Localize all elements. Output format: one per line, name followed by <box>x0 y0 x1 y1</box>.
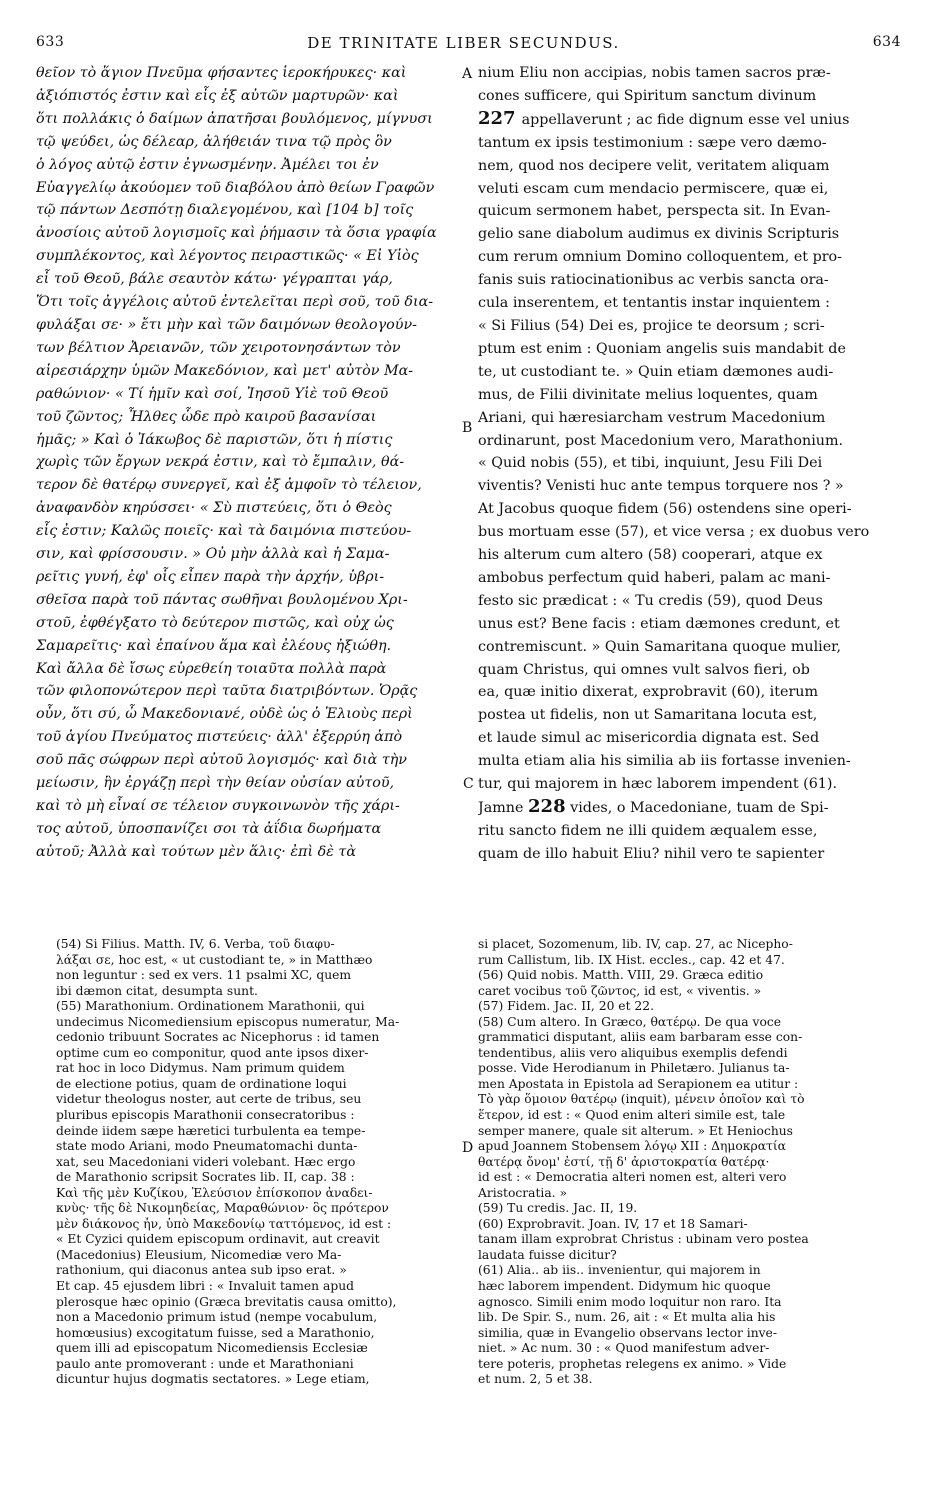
latin-text-line: ordinarunt, post Macedonium vero, Marathonium. <box>478 432 844 449</box>
footnote-line: Καὶ τῆς μὲν Κυζίκου, Ἐλεύσιον ἐπίσκοπον ἀναδει- <box>56 1185 373 1200</box>
footnote-line: Τὸ γὰρ ὅμοιον θατέρῳ (inquit), μένειν ὁποῖον καὶ τὸ <box>478 1092 805 1107</box>
footnote-line: deinde iidem sæpe hæretici turbulenta ea tempe- <box>56 1123 366 1138</box>
left-page-number: 633 <box>36 34 65 50</box>
column-number: 228 <box>528 796 566 817</box>
footnote-line: (56) Quid nobis. Matth. VIII, 29. Græca editio <box>478 968 764 983</box>
footnote-line: (59) Tu credis. Jac. II, 19. <box>478 1201 638 1216</box>
footnote-line: plerosque hæc opinio (Græca brevitatis causa omitto), <box>56 1294 397 1309</box>
latin-text-line: multa etiam alia his similia ab iis fortasse invenien- <box>478 753 851 770</box>
greek-text-line: φυλάξαι σε· » ἔτι μὴν καὶ τῶν δαιμόνων θεολογούν- <box>36 316 417 333</box>
greek-text-column <box>36 62 458 864</box>
latin-text-line: quicum sermonem habet, perspecta sit. In Evan- <box>478 203 831 220</box>
greek-text-line: Καὶ ἄλλα δὲ ἴσως εὑρεθείη τοιαῦτα πολλὰ παρὰ <box>36 660 387 677</box>
footnote-line: grammatici disputant, aliis eam barbaram esse con- <box>478 1030 803 1045</box>
footnote-line: lib. De Spir. S., num. 26, ait : « Et multa alia his <box>478 1310 776 1325</box>
greek-text-line: ἡμᾶς; » Καὶ ὁ Ἰάκωβος δὲ παριστῶν, ὅτι ἡ πίστις <box>36 431 393 448</box>
greek-text-line: ἀνοσίοις αὐτοῦ λογισμοῖς καὶ ῥήμασιν τὰ ὅσια γραφία <box>36 225 437 242</box>
footnote-line: rathonium, qui diaconus antea sub ipso erat. » <box>56 1263 347 1278</box>
running-title: DE TRINITATE LIBER SECUNDUS. <box>307 34 620 52</box>
footnote-line: similia, quæ in Evangelio observans lector inve- <box>478 1325 777 1340</box>
right-page-number: 634 <box>872 34 901 50</box>
latin-text-line: Jamne 228 vides, o Macedoniane, tuam de Spi- <box>478 796 829 817</box>
greek-text-line: καὶ τὸ μὴ εἶναί σε τέλειον συγκοινωνὸν τῆς χάρι- <box>36 798 400 814</box>
greek-text-line: ραθώνιον· « Τί ἡμῖν καὶ σοί, Ἰησοῦ Υἱὲ τοῦ Θεοῦ <box>36 385 389 402</box>
footnote-line: rat hoc in loco Didymus. Nam primum quidem <box>56 1061 345 1076</box>
latin-text-line: ea, quæ initio dixerat, exprobravit (60), iterum <box>478 684 819 701</box>
margin-marker-c: C <box>463 776 474 792</box>
greek-text-line: ὁ λόγος αὐτῷ ἐστιν ἐγνωσμένην. Ἀμέλει τοι ἐν <box>36 156 379 173</box>
greek-text-line: εἶ τοῦ Θεοῦ, βάλε σεαυτὸν κάτω· γέγραπται γάρ, <box>36 271 393 288</box>
greek-text-line: ἀξιόπιστός ἐστιν καὶ εἷς ἐξ αὐτῶν μαρτυρῶν· καὶ <box>36 87 399 104</box>
greek-text-line: στοῦ, ἐφθέγξατο τὸ δεύτερον πιστῶς, καὶ οὐχ ὡς <box>36 614 394 631</box>
footnote-line: non leguntur : sed ex vers. 11 psalmi XC, quem <box>56 968 352 983</box>
greek-text-line: θεῖον τὸ ἅγιον Πνεῦμα φήσαντες ἱεροκήρυκες· καὶ <box>36 65 407 81</box>
footnotes-right-column <box>478 937 895 1388</box>
greek-text-line: ρεῖτις γυνή, ἐφ' οἷς εἶπεν παρὰ τὴν ἀρχήν, ὑβρι- <box>36 568 385 585</box>
footnote-line: de electione potius, quam de ordinatione loqui <box>56 1076 347 1091</box>
greek-text-line: τος αὐτοῦ, ὑποσπανίζει σοι τὰ ἀΐδια δωρήματα <box>36 820 382 837</box>
latin-text-line: contremiscunt. » Quin Samaritana quoque mulier, <box>478 638 841 655</box>
footnote-line: men Apostata in Epistola ad Serapionem ea utitur : <box>478 1076 799 1091</box>
latin-text-line: tantum ex ipsis testimonium : sæpe vero dæmo- <box>478 134 827 151</box>
footnote-line: κνὺς· τῆς δὲ Νικομηδείας, Μαραθώνιον· ὃς πρότερον <box>56 1201 389 1216</box>
latin-text-line: « Quid nobis (55), et tibi, inquiunt, Jesu Fili Dei <box>478 455 823 472</box>
latin-text-line: tur, qui majorem in hæc laborem impendent (61). <box>478 776 838 793</box>
latin-text-line: unus est? Bene facis : etiam dæmones credunt, et <box>478 615 840 632</box>
footnote-line: θατέρᾳ ὄνομ' ἐστί, τῇ δ' ἀριστοκρατία θατέρᾳ· <box>478 1154 770 1169</box>
greek-text-line: σοῦ πᾶς σώφρων περὶ αὐτοῦ λογισμός· καὶ διὰ τὴν <box>36 752 407 769</box>
greek-text-line: αὐτοῦ; Ἀλλὰ καὶ τούτων μὲν ἅλις· ἐπὶ δὲ τὰ <box>36 843 356 860</box>
greek-text-line: οὖν, ὅτι σύ, ὦ Μακεδονιανέ, οὐδὲ ὡς ὁ Ἐλιοὺς περὶ <box>36 706 413 723</box>
footnote-line: state modo Ariani, modo Pneumatomachi dunta- <box>56 1139 358 1154</box>
greek-text-line: τῷ ψεύδει, ὡς δέλεαρ, ἀλήθειάν τινα τῷ πρὸς ὃν <box>36 133 392 150</box>
latin-text-line: quam Christus, qui omnes vult salvos fieri, ob <box>478 661 810 678</box>
footnote-line: non a Macedonio primum istud (nempe vocabulum, <box>56 1310 378 1325</box>
latin-text-line: At Jacobus quoque fidem (56) ostendens sine operi- <box>478 501 852 518</box>
latin-text-line: viventis? Venisti huc ante tempus torquere nos ? » <box>478 478 844 495</box>
column-number: 227 <box>478 107 516 129</box>
footnote-line: undecimus Nicomediensium episcopus numeratur, Ma- <box>56 1014 400 1029</box>
page-header <box>0 0 927 60</box>
latin-text-line: « Si Filius (54) Dei es, projice te deorsum ; scri- <box>478 317 825 334</box>
footnote-line: λάξαι σε, hoc est, « ut custodiant te, » in Matthæo <box>56 952 373 967</box>
footnote-line: posse. Vide Herodianum in Philetæro. Julianus ta- <box>478 1061 790 1076</box>
latin-text-line: ritu sancto fidem ne illi quidem æqualem esse, <box>478 822 818 839</box>
footnote-line: Et cap. 45 ejusdem libri : « Invaluit tamen apud <box>56 1279 354 1294</box>
greek-text-line: τοῦ ἁγίου Πνεύματος πιστεύεις· ἀλλ' ἐξερρύη ἀπὸ <box>36 729 403 746</box>
greek-text-line: ἀναφανδὸν κηρύσσει· « Σὺ πιστεύεις, ὅτι ὁ Θεὸς <box>36 500 392 517</box>
latin-text-line: te, ut custodiant te. » Quin etiam dæmones audi- <box>478 363 834 380</box>
latin-text-line: cones sufficere, qui Spiritum sanctum divinum <box>478 87 817 104</box>
footnote-line: (57) Fidem. Jac. II, 20 et 22. <box>478 999 654 1014</box>
greek-text-line: σιν, καὶ φρίσσουσιν. » Οὐ μὴν ἀλλὰ καὶ ἡ Σαμα- <box>36 546 390 563</box>
footnote-line: (55) Marathonium. Ordinationem Marathonii, qui <box>56 999 365 1014</box>
footnote-line: agnosco. Simili enim modo loquitur non raro. Ita <box>478 1294 782 1309</box>
greek-text-line: τῶν φιλοπονώτερον περὶ ταῦτα διατριβόντων. Ὁρᾷς <box>36 683 418 700</box>
margin-marker-a: A <box>462 66 473 82</box>
footnote-line: dicuntur hujus dogmatis sectatores. » Lege etiam, <box>56 1372 370 1387</box>
footnote-line: si placet, Sozomenum, lib. IV, cap. 27, ac Nicepho- <box>478 937 793 951</box>
latin-text-column <box>478 62 895 866</box>
footnote-line: ibi dæmon citat, desumpta sunt. <box>56 983 258 998</box>
footnote-line: niet. » Ac num. 30 : « Quod manifestum adver- <box>478 1341 770 1356</box>
greek-text-line: αἱρεσιάρχην ὑμῶν Μακεδόνιον, καὶ μετ' αὐτὸν Μα- <box>36 362 414 379</box>
latin-text-line: veluti escam cum mendacio permiscere, quæ ei, <box>478 180 829 197</box>
latin-text-line: ptum est enim : Quoniam angelis suis mandabit de <box>478 340 846 357</box>
footnote-line: rum Callistum, lib. IX Hist. eccles., cap. 42 et 47. <box>478 952 785 967</box>
footnote-line: (Macedonius) Eleusium, Nicomediæ vero Ma- <box>56 1247 342 1262</box>
footnote-line: (60) Exprobravit. Joan. IV, 17 et 18 Samari- <box>478 1216 748 1231</box>
footnote-line: Aristocratia. » <box>478 1185 567 1200</box>
greek-text-line: τερον δὲ θατέρῳ συνεργεῖ, καὶ ἐξ ἀμφοῖν τὸ τέλειον, <box>36 477 422 494</box>
footnote-line: ἕτερον, id est : « Quod enim alteri simile est, tale <box>478 1108 786 1123</box>
greek-text-line: μείωσιν, ἣν ἐργάζῃ περὶ τὴν θείαν οὐσίαν αὐτοῦ, <box>36 775 395 792</box>
margin-marker-b: B <box>462 420 473 436</box>
footnote-line: cedonio tribuunt Socrates ac Nicephorus : id tamen <box>56 1030 380 1045</box>
footnote-line: tere poteris, prophetas relegens ex animo. » Vide <box>478 1356 787 1371</box>
latin-text-line: his alterum cum altero (58) cooperari, atque ex <box>478 547 823 564</box>
footnote-line: et num. 2, 5 et 38. <box>478 1372 593 1387</box>
footnote-line: « Et Cyzici quidem episcopum ordinavit, aut creavit <box>56 1232 380 1247</box>
latin-text-line: ambobus perfectum quid haberi, palam ac mani- <box>478 569 831 586</box>
footnote-line: laudata fuisse dicitur? <box>478 1247 617 1262</box>
greek-text-line: Εὐαγγελίῳ ἀκούομεν τοῦ διαβόλου ἀπὸ θείων Γραφῶν <box>36 179 435 196</box>
latin-text-line: mus, de Filii divinitate melius loquentes, quam <box>478 386 818 403</box>
latin-text-line: nem, quod nos decipere velit, veritatem aliquam <box>478 157 830 174</box>
latin-text-line: festo sic prædicat : « Tu credis (59), quod Deus <box>478 592 823 609</box>
footnote-line: tanam illam exprobrat Christus : ubinam vero postea <box>478 1232 809 1247</box>
greek-text-line: σθεῖσα παρὰ τοῦ πάντας σωθῆναι βουλομένου Χρι- <box>36 591 408 608</box>
latin-text-line: nium Eliu non accipias, nobis tamen sacros præ- <box>478 65 831 81</box>
footnote-line: μὲν διάκονος ἦν, ὑπὸ Μακεδονίῳ ταττόμενος, id est : <box>56 1216 392 1231</box>
footnote-line: (61) Alia.. ab iis.. invenientur, qui majorem in <box>478 1263 761 1278</box>
latin-text-line: bus mortuam esse (57), et vice versa ; ex duobus vero <box>478 524 870 541</box>
latin-text-line: gelio sane diabolum audimus ex divinis Scripturis <box>478 226 840 243</box>
footnote-line: (58) Cum altero. In Græco, θατέρῳ. De qua voce <box>478 1014 782 1029</box>
footnote-line: semper manere, quale sit alterum. » Et Heniochus <box>478 1123 793 1138</box>
footnote-line: optime cum eo componitur, quod ante ipsos dixer- <box>56 1045 369 1060</box>
greek-text-line: συμπλέκοντος, καὶ λέγοντος πειραστικῶς· « Εἰ Υἱὸς <box>36 248 419 265</box>
footnote-line: id est : « Democratia alteri nomen est, alteri vero <box>478 1170 787 1185</box>
greek-text-line: χωρὶς τῶν ἔργων νεκρά ἐστιν, καὶ τὸ ἔμπαλιν, θά- <box>36 454 405 471</box>
footnote-line: xat, seu Macedoniani videri volebant. Hæc ergo <box>56 1154 356 1169</box>
footnote-line: (54) Si Filius. Matth. IV, 6. Verba, τοῦ διαφυ- <box>56 937 335 951</box>
footnote-line: de Marathonio scripsit Socrates lib. II, cap. 38 : <box>56 1170 355 1185</box>
footnote-line: quem illi ad episcopatum Nicomediensis Ecclesiæ <box>56 1341 368 1356</box>
footnote-line: paulo ante promoverant : unde et Marathoniani <box>56 1356 354 1371</box>
greek-text-line: εἷς ἐστιν; Καλῶς ποιεῖς· καὶ τὰ δαιμόνια πιστεύου- <box>36 523 412 540</box>
greek-text-line: Σαμαρεῖτις· καὶ ἐπαίνου ἅμα καὶ ἐλέους ἠξιώθη. <box>36 637 392 654</box>
greek-text-line: τῷ πάντων Δεσπότῃ διαλεγομένου, καὶ [104 b] τοῖς <box>36 202 414 219</box>
footnote-line: pluribus episcopis Marathonii consecratoribus : <box>56 1108 355 1123</box>
latin-text-line: Ariani, qui hæresiarcham vestrum Macedonium <box>478 409 826 426</box>
latin-text-line: cum rerum omnium Domino colloquentem, et pro- <box>478 249 842 266</box>
footnote-line: videtur theologus noster, aut certe de tribus, seu <box>56 1092 362 1107</box>
latin-text-line: 227 appellaverunt ; ac fide dignum esse vel unius <box>478 107 850 129</box>
latin-text-line: fanis suis ratiocinationibus ac verbis sancta ora- <box>478 272 829 289</box>
latin-text-line: et laude simul ac misericordia dignata est. Sed <box>478 730 820 747</box>
greek-text-line: των βέλτιον Ἀρειανῶν, τῶν χειροτονησάντων τὸν <box>36 339 401 356</box>
greek-text-line: ὅτι πολλάκις ὁ δαίμων ἀπατῆσαι βουλόμενος, μίγνυσι <box>36 110 433 127</box>
greek-text-line: Ὅτι τοῖς ἀγγέλοις αὐτοῦ ἐντελεῖται περὶ σοῦ, τοῦ δια- <box>36 294 434 311</box>
footnote-line: caret vocibus τοῦ ζῶντος, id est, « viventis. » <box>478 983 762 998</box>
margin-marker-d: D <box>462 1140 474 1156</box>
latin-text-line: cula inserentem, et tentantis instar inquientem : <box>478 295 830 312</box>
footnote-line: homœusius) excogitatum fuisse, sed a Marathonio, <box>56 1325 375 1340</box>
footnote-line: hæc laborem impendent. Didymum hic quoque <box>478 1279 771 1294</box>
latin-text-line: postea ut fidelis, non ut Samaritana locuta est, <box>478 707 818 724</box>
footnotes-left-column <box>56 937 458 1388</box>
latin-text-line: quam de illo habuit Eliu? nihil vero te sapienter <box>478 845 825 862</box>
greek-text-line: τοῦ ζῶντος; Ἦλθες ὧδε πρὸ καιροῦ βασανίσαι <box>36 408 377 425</box>
footnote-line: tendentibus, aliis vero aliquibus exemplis defendi <box>478 1045 788 1060</box>
footnote-line: apud Joannem Stobensem λόγῳ ΧΙΙ : Δημοκρατία <box>478 1139 786 1154</box>
